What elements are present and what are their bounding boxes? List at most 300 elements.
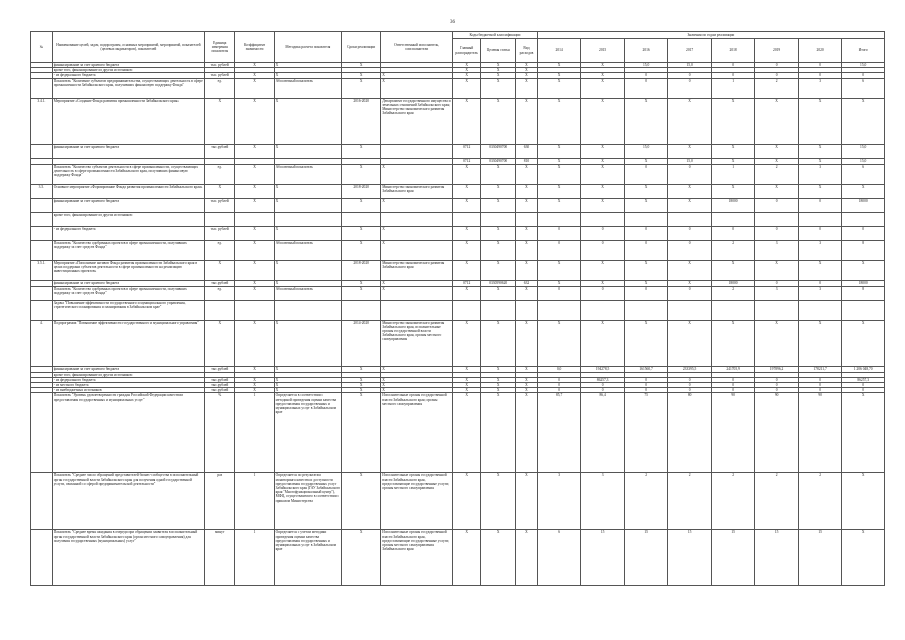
table-cell: X (453, 286, 481, 300)
table-cell: кроме того, финансирование из других источников: (52, 212, 204, 226)
table-cell: X (755, 98, 799, 144)
table-cell: X (342, 286, 381, 300)
table-cell: 178211,7 (798, 366, 842, 372)
table-cell: X (581, 78, 625, 98)
table-row (31, 320, 885, 366)
table-row (31, 286, 885, 300)
table-cell: X (453, 393, 481, 473)
table-cell: 2 (755, 164, 799, 184)
table-cell (342, 300, 381, 320)
table-cell: 0 (798, 388, 842, 393)
table-cell (205, 300, 235, 320)
table-cell: 2014-2020 (342, 320, 381, 366)
table-cell: X (205, 260, 235, 280)
table-cell: - из местного бюджета (52, 383, 204, 388)
table-cell: кроме того, финансирование из других источников: (52, 68, 204, 73)
table-cell: X (274, 377, 341, 382)
table-cell: X (516, 260, 538, 280)
table-cell: X (205, 98, 235, 144)
table-cell: 0 (755, 198, 799, 212)
table-cell: X (516, 473, 538, 530)
table-cell: - из федерального бюджета (52, 377, 204, 382)
table-cell: X (711, 320, 755, 366)
table-cell: X (481, 164, 516, 184)
table-cell: X (342, 226, 381, 240)
table-cell: 0 (537, 286, 581, 300)
table-cell: X (798, 98, 842, 144)
table-cell: X (537, 158, 581, 164)
table-cell: 632 (516, 280, 538, 286)
table-cell: X (481, 63, 516, 68)
table-cell: 0 (711, 377, 755, 382)
table-cell: X (537, 73, 581, 78)
table-cell: X (516, 320, 538, 366)
table-cell: 0,0 (537, 366, 581, 372)
table-cell: X (516, 377, 538, 382)
table-cell: 0 (711, 73, 755, 78)
table-cell (481, 212, 516, 226)
table-cell: X (235, 78, 274, 98)
table-cell: X (755, 320, 799, 366)
table-cell: 0 (537, 377, 581, 382)
table-cell: Определяется с учетом методики проведения оценки качества предоставления государственных и муниципальных услуг в Забайкальском крае (274, 530, 341, 586)
table-cell (31, 226, 53, 240)
table-cell: 0 (537, 383, 581, 388)
table-cell: X (755, 158, 799, 164)
table-cell: X (481, 184, 516, 198)
header-year: 2019 (755, 39, 799, 63)
header-total: Итого (842, 39, 885, 63)
table-cell: 3 (798, 286, 842, 300)
table-cell: X (581, 63, 625, 68)
table-cell: X (516, 198, 538, 212)
table-cell: 2 (711, 286, 755, 300)
table-cell: X (481, 366, 516, 372)
table-cell: X (342, 63, 381, 68)
table-row (31, 240, 885, 260)
table-cell: X (235, 226, 274, 240)
table-cell: X (481, 73, 516, 78)
table-cell: тыс.рублей (205, 144, 235, 158)
table-cell: X (453, 184, 481, 198)
table-cell: X (453, 78, 481, 98)
table-cell: X (481, 226, 516, 240)
table-cell: X (581, 164, 625, 184)
table-cell: 3 (755, 286, 799, 300)
table-cell: тыс.рублей (205, 377, 235, 382)
table-cell: Задача "Повышение эффективности государственного и муниципального управления, стратегического планирования и планирования в Забайкальском крае" (52, 300, 204, 320)
table-cell (755, 300, 799, 320)
table-cell: 0 (581, 226, 625, 240)
table-cell: 1 206 048,70 (842, 366, 885, 372)
table-cell: X (668, 144, 712, 158)
table-cell (516, 212, 538, 226)
table-cell: 90 (711, 393, 755, 473)
table-cell: Абсолютный показатель (274, 240, 341, 260)
table-cell: 18000 (842, 198, 885, 212)
table-cell: X (453, 388, 481, 393)
table-cell: X (481, 260, 516, 280)
table-cell: 0 (624, 164, 668, 184)
table-cell: X (668, 198, 712, 212)
table-cell: Подпрограмма "Повышение эффективности государственного и муниципального управления" (52, 320, 204, 366)
table-cell: 0 (537, 226, 581, 240)
table-cell: X (581, 198, 625, 212)
table-cell: 0330490700 (481, 144, 516, 158)
table-cell (31, 212, 53, 226)
table-cell: X (668, 98, 712, 144)
table-cell: 2 (798, 473, 842, 530)
table-cell: 630 (516, 144, 538, 158)
table-cell: X (453, 226, 481, 240)
table-cell: X (516, 530, 538, 586)
table-cell: X (274, 388, 341, 393)
table-cell (842, 212, 885, 226)
table-cell (842, 300, 885, 320)
table-cell: X (342, 240, 381, 260)
table-cell: 90 (798, 393, 842, 473)
table-cell: X (274, 383, 341, 388)
table-cell: 0 (624, 388, 668, 393)
table-row (31, 530, 885, 586)
table-cell (235, 300, 274, 320)
table-cell: X (798, 320, 842, 366)
table-cell: X (537, 63, 581, 68)
table-row (31, 300, 885, 320)
table-cell: раз (205, 473, 235, 530)
table-cell: X (235, 240, 274, 260)
table-cell: X (581, 280, 625, 286)
table-cell: 0 (537, 240, 581, 260)
header-year: 2017 (668, 39, 712, 63)
table-cell: 0 (798, 73, 842, 78)
table-cell: X (842, 393, 885, 473)
table-cell: Абсолютный показатель (274, 78, 341, 98)
table-cell: кроме того, финансирование из других источников: (52, 372, 204, 377)
table-cell: X (711, 98, 755, 144)
table-cell (31, 198, 53, 212)
table-cell: X (381, 73, 453, 78)
table-cell: X (381, 78, 453, 98)
header-code-type: Вид расходов (516, 39, 538, 63)
table-cell: ед. (205, 286, 235, 300)
table-cell: X (453, 377, 481, 382)
table-cell: 15,0 (842, 158, 885, 164)
table-cell: X (453, 260, 481, 280)
table-cell: X (453, 73, 481, 78)
table-cell: 8 (842, 240, 885, 260)
table-cell: 3 (798, 78, 842, 98)
table-cell: 6 (842, 78, 885, 98)
table-cell: X (342, 530, 381, 586)
table-cell: X (842, 530, 885, 586)
table-cell: 0 (537, 388, 581, 393)
table-cell: тыс. рублей (205, 63, 235, 68)
table-row (31, 260, 885, 280)
table-cell: 15,0 (668, 158, 712, 164)
table-cell: 1 (235, 473, 274, 530)
table-cell: 0 (755, 377, 799, 382)
table-cell: 2 (668, 473, 712, 530)
table-cell: X (453, 198, 481, 212)
table-cell: 0 (711, 63, 755, 68)
table-cell: X (481, 393, 516, 473)
table-cell: Показатель "Среднее число обращений представителей бизнес-сообщества в исполнительный орган государственной власти Забайкальского края для получения одной государственной услуги, связанной со сферой предпринимательской деятельности" (52, 473, 204, 530)
header-year: 2018 (711, 39, 755, 63)
table-cell: 0712 (453, 144, 481, 158)
table-row (31, 78, 885, 98)
table-cell: Абсолютный показатель (274, 164, 341, 184)
table-cell: 75 (624, 393, 668, 473)
table-cell: X (205, 184, 235, 198)
table-cell: X (274, 320, 341, 366)
table-cell (381, 144, 453, 158)
table-cell: X (381, 383, 453, 388)
table-cell: X (516, 68, 538, 73)
table-cell: X (624, 158, 668, 164)
table-cell: X (624, 260, 668, 280)
header-codes-group: Коды бюджетной классификации (453, 32, 538, 39)
table-cell: X (516, 63, 538, 68)
table-cell: X (381, 240, 453, 260)
header-coef: Коэффициент значимости (235, 32, 274, 63)
table-cell (31, 473, 53, 530)
table-cell: 2 (711, 473, 755, 530)
table-cell: X (481, 98, 516, 144)
header-dates: Сроки реализации (342, 32, 381, 63)
table-cell (31, 300, 53, 320)
table-cell (481, 300, 516, 320)
table-cell: X (537, 260, 581, 280)
table-cell: X (481, 240, 516, 260)
table-cell: 194278,5 (581, 366, 625, 372)
table-cell: X (481, 377, 516, 382)
table-cell: X (755, 144, 799, 158)
table-cell: 15 (624, 530, 668, 586)
table-cell: финансирование за счет краевого бюджета (52, 198, 204, 212)
table-cell: X (581, 260, 625, 280)
table-cell (235, 212, 274, 226)
header-year: 2014 (537, 39, 581, 63)
table-cell: X (516, 184, 538, 198)
table-cell: X (274, 73, 341, 78)
table-cell: Министерство экономического развития Забайкальского края (381, 184, 453, 198)
table-cell: 0 (668, 164, 712, 184)
table-cell: X (481, 530, 516, 586)
table-cell: Показатель "Количение субъектов предпринимательства, осуществляющих деятельность в сфере промышленности Забайкальского края, получивших финансовую поддержку Фонда" (52, 78, 204, 98)
table-cell: X (481, 198, 516, 212)
table-cell: 18000 (711, 280, 755, 286)
table-cell: 0 (755, 73, 799, 78)
table-cell (798, 300, 842, 320)
table-cell: 6 (842, 164, 885, 184)
table-cell: 0 (755, 280, 799, 286)
table-cell: X (235, 73, 274, 78)
table-cell: X (516, 73, 538, 78)
table-cell: X (381, 280, 453, 286)
table-cell: X (274, 280, 341, 286)
table-cell: X (342, 393, 381, 473)
header-year: 2015 (581, 39, 625, 63)
table-cell: тыс.рублей (205, 366, 235, 372)
table-cell: X (453, 68, 481, 73)
table-cell: 0 (798, 383, 842, 388)
table-cell: 0 (711, 226, 755, 240)
table-cell: ед. (205, 240, 235, 260)
table-cell: ед. (205, 78, 235, 98)
table-cell: 0 (668, 377, 712, 382)
table-cell: 2 (755, 473, 799, 530)
table-cell: X (235, 98, 274, 144)
table-cell: X (381, 388, 453, 393)
table-cell (274, 300, 341, 320)
table-cell: X (481, 388, 516, 393)
table-cell: 15,0 (668, 63, 712, 68)
table-cell (205, 212, 235, 226)
table-cell: X (453, 240, 481, 260)
table-cell: 15,0 (624, 144, 668, 158)
table-cell: X (798, 158, 842, 164)
table-cell: X (516, 98, 538, 144)
table-cell (537, 212, 581, 226)
table-cell: X (581, 98, 625, 144)
table-cell: X (274, 63, 341, 68)
table-cell (31, 393, 53, 473)
table-cell: 0 (798, 198, 842, 212)
table-cell: 0 (711, 383, 755, 388)
table-cell: X (711, 184, 755, 198)
table-cell: финансирование за счет краевого бюджета (52, 280, 204, 286)
table-cell: 0 (624, 383, 668, 388)
table-cell: 0 (755, 226, 799, 240)
table-cell: 0 (668, 240, 712, 260)
table-cell: 6 (537, 530, 581, 586)
table-cell: X (581, 184, 625, 198)
table-cell: X (581, 158, 625, 164)
table-cell: 0 (624, 377, 668, 382)
header-code-admin: Главный распорядитель (453, 39, 481, 63)
table-cell (453, 212, 481, 226)
table-cell: 0330490700 (481, 158, 516, 164)
table-cell: X (798, 260, 842, 280)
header-code-target: Целевая статья (481, 39, 516, 63)
table-cell (31, 240, 53, 260)
table-cell: 0 (798, 280, 842, 286)
table-cell: 0 (842, 388, 885, 393)
table-cell: X (235, 260, 274, 280)
table-cell: X (274, 184, 341, 198)
table-row (31, 226, 885, 240)
table-cell: X (537, 280, 581, 286)
table-cell: X (274, 226, 341, 240)
table-cell (342, 212, 381, 226)
table-cell: X (711, 144, 755, 158)
table-cell: X (235, 377, 274, 382)
page-number: 36 (450, 20, 455, 25)
table-cell: 3 (755, 240, 799, 260)
table-cell: 3 (798, 164, 842, 184)
table-cell: 0 (668, 78, 712, 98)
table-cell: X (798, 144, 842, 158)
header-name: Наименование целей, задач, подпрограмм, основных мероприятий, мероприятий, показателей (целевых индикаторов), показателей (52, 32, 204, 63)
table-cell: 0 (798, 63, 842, 68)
table-cell: 0 (668, 388, 712, 393)
table-cell: Исполнительные органы государственной власти Забайкальского края; органы местного самоуправления (381, 393, 453, 473)
table-cell: X (516, 393, 538, 473)
table-cell: 18000 (711, 198, 755, 212)
table-cell (581, 300, 625, 320)
table-cell: X (624, 280, 668, 286)
table-cell: 0 (624, 73, 668, 78)
table-cell: X (624, 184, 668, 198)
table-cell: X (537, 78, 581, 98)
header-values-group: Значения по годам реализации (537, 32, 884, 39)
table-cell: 18000 (842, 280, 885, 286)
table-cell: X (537, 144, 581, 158)
table-cell: X (481, 473, 516, 530)
table-cell: X (668, 280, 712, 286)
table-cell: 0 (798, 226, 842, 240)
table-cell: X (381, 226, 453, 240)
table-cell: 810 (516, 158, 538, 164)
table-cell: 0 (842, 73, 885, 78)
table-cell: Показатель "Количество субъектов деятельности в сфере промышленности, осуществляющих деятельность в сфере промышленности Забайкальского края, получивших финансовую поддержку Фонда" (52, 164, 204, 184)
table-row (31, 98, 885, 144)
table-body (31, 63, 885, 586)
table-cell: тыс.рублей (205, 388, 235, 393)
table-cell: минут (205, 530, 235, 586)
table-cell: 3 (537, 473, 581, 530)
table-cell: X (235, 184, 274, 198)
table-cell: Показатель "Среднее время ожидания в очереди при обращении заявителя в исполнительный орган государственной власти Забайкальского края (орган местного самоуправления) для получения государственных (муниципальных) услуг" (52, 530, 204, 586)
table-cell: X (342, 144, 381, 158)
table-cell: X (342, 473, 381, 530)
table-cell: 86257,3 (842, 377, 885, 382)
table-cell: X (798, 184, 842, 198)
table-cell: 0 (581, 383, 625, 388)
table-cell: X (516, 78, 538, 98)
table-cell (624, 300, 668, 320)
table-cell: 0 (624, 78, 668, 98)
table-cell (711, 212, 755, 226)
table-cell: 0 (581, 240, 625, 260)
table-cell: 86257,3 (581, 377, 625, 382)
table-cell (31, 530, 53, 586)
table-cell: X (668, 184, 712, 198)
table-cell: X (842, 473, 885, 530)
table-cell (274, 212, 341, 226)
table-cell: X (381, 198, 453, 212)
table-cell: X (342, 73, 381, 78)
header-year: 2020 (798, 39, 842, 63)
table-cell: тыс. рублей (205, 226, 235, 240)
table-cell (755, 212, 799, 226)
table-cell: - из федерального бюджета (52, 226, 204, 240)
table-cell: X (516, 240, 538, 260)
table-cell: X (235, 388, 274, 393)
table-cell (516, 300, 538, 320)
table-cell: X (624, 198, 668, 212)
table-cell: финансирование за счет краевого бюджета (52, 144, 204, 158)
table-cell: 15,0 (624, 63, 668, 68)
table-cell (711, 300, 755, 320)
table-cell: тыс.рублей (205, 280, 235, 286)
table-cell: X (624, 320, 668, 366)
table-cell (381, 300, 453, 320)
table-cell: X (235, 280, 274, 286)
table-cell (381, 212, 453, 226)
table-cell: X (516, 383, 538, 388)
